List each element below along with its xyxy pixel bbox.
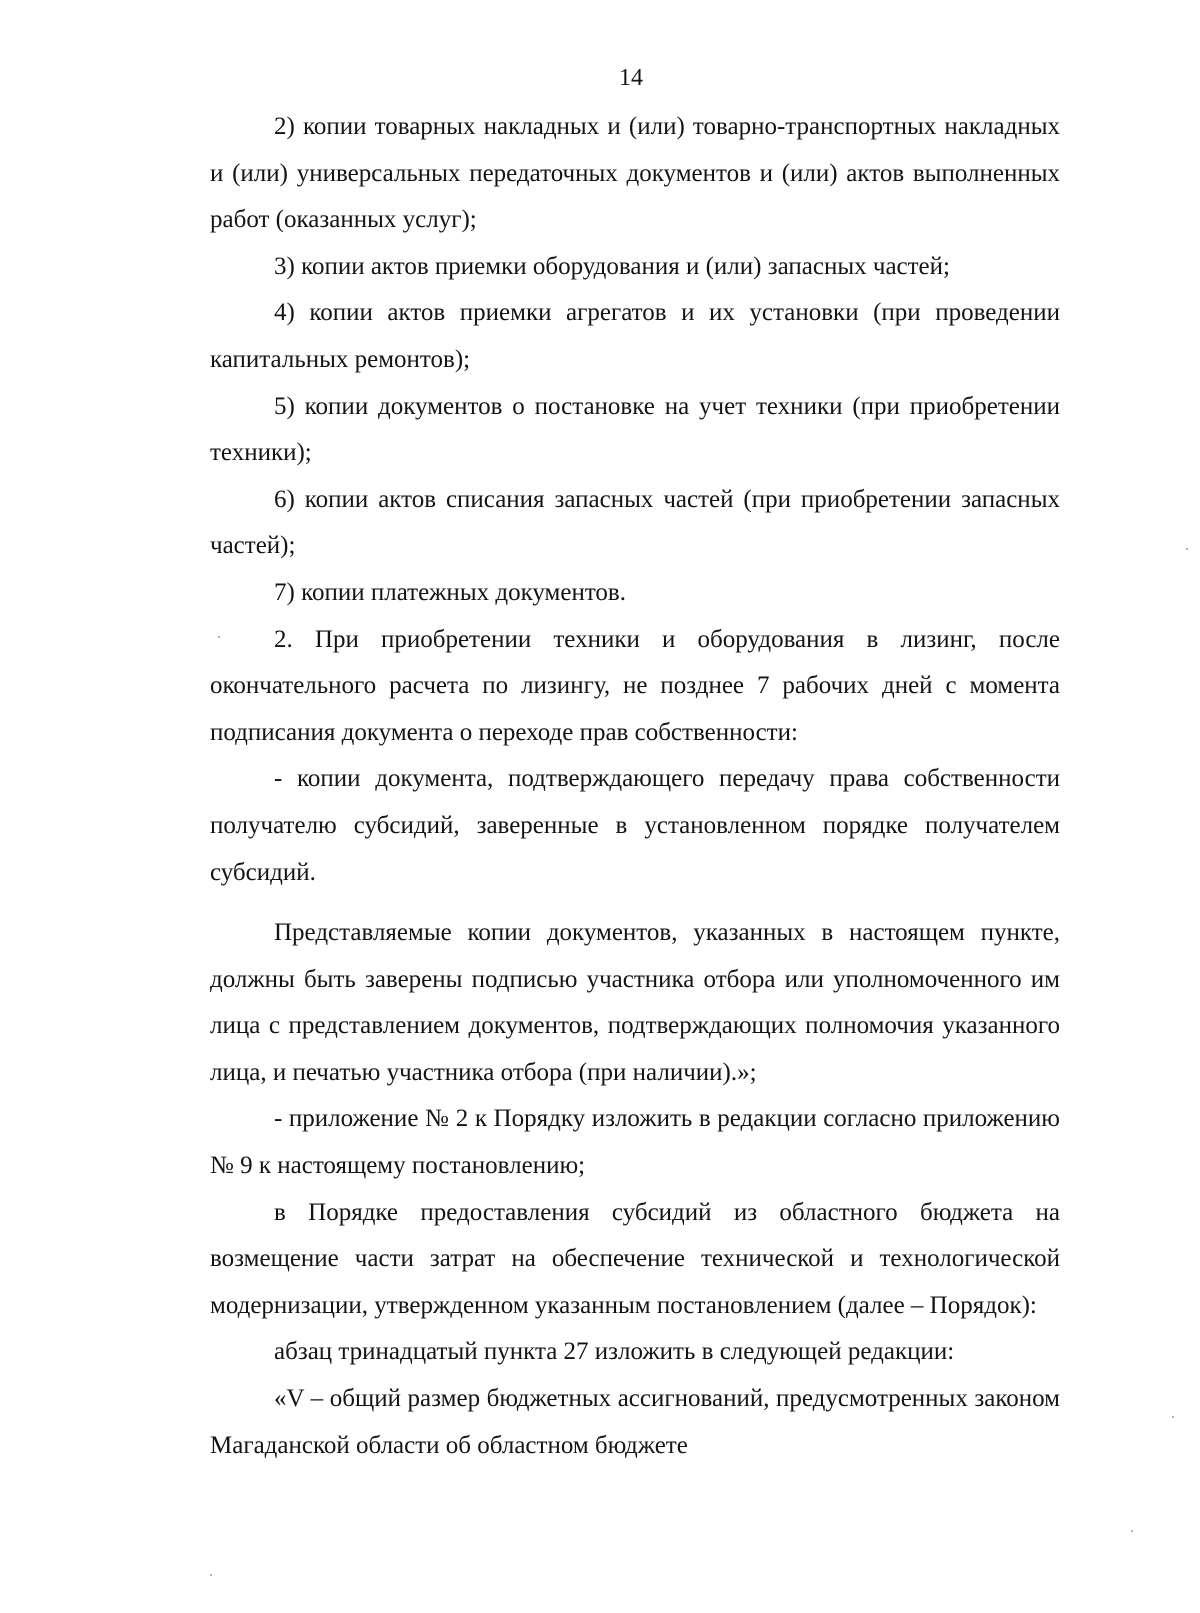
scan-speck [1131,1530,1133,1532]
scan-speck [218,636,220,638]
paragraph-item-4: 4) копии актов приемки агрегатов и их установки (при проведении капитальных ремонтов); [210,299,1060,373]
paragraph-appendix-note: - приложение № 2 к Порядку изложить в редакции согласно приложению № 9 к настоящему постановлению; [210,1105,1060,1180]
paragraph-item-6: 6) копии актов списания запасных частей (при приобретении запасных частей); [210,485,1060,560]
paragraph-clause-2: 2. При приобретении техники и оборудования в лизинг, после окончательного расчета по лизингу, не позднее 7 рабочих дней с момента подписания документа о переходе прав собственности: [210,625,1060,746]
page-number: 14 [619,65,643,91]
paragraph-item-7: 7) копии платежных документов. [274,578,626,606]
paragraph-item-3: 3) копии актов приемки оборудования и (или) запасных частей; [274,252,950,280]
paragraph-copies-note: Представляемые копии документов, указанных в настоящем пункте, должны быть заверены подписью участника отбора или уполномоченного им лица с представлением документов, подтверждающих полномочия указанного лица, и печатью участника отбора (при наличии).»; [210,919,1060,1086]
paragraph-procedure-intro: в Порядке предоставления субсидий из областного бюджета на возмещение части затрат на обеспечение технической и технологической модернизации, утвержденном указанным постановлением (далее – Порядок): [210,1198,1060,1319]
paragraph-13-instruction: абзац тринадцатый пункта 27 изложить в следующей редакции: [274,1338,955,1366]
scan-speck [210,1574,212,1576]
paragraph-dash-item: - копии документа, подтверждающего передачу права собственности получателю субсидий, заверенные в установленном порядке получателем субсидий. [210,765,1060,886]
document-body [210,104,1060,1469]
paragraph-item-2: 2) копии товарных накладных и (или) товарно-транспортных накладных и (или) универсальных передаточных документов и (или) актов выполненных работ (оказанных услуг); [210,113,1060,234]
paragraph-item-5: 5) копии документов о постановке на учет техники (при приобретении техники); [210,392,1060,467]
scan-speck [1172,1416,1174,1418]
paragraph-formula-v: «V – общий размер бюджетных ассигнований, предусмотренных законом Магаданской области об областном бюджете [210,1385,1060,1459]
scan-speck [1186,548,1188,550]
